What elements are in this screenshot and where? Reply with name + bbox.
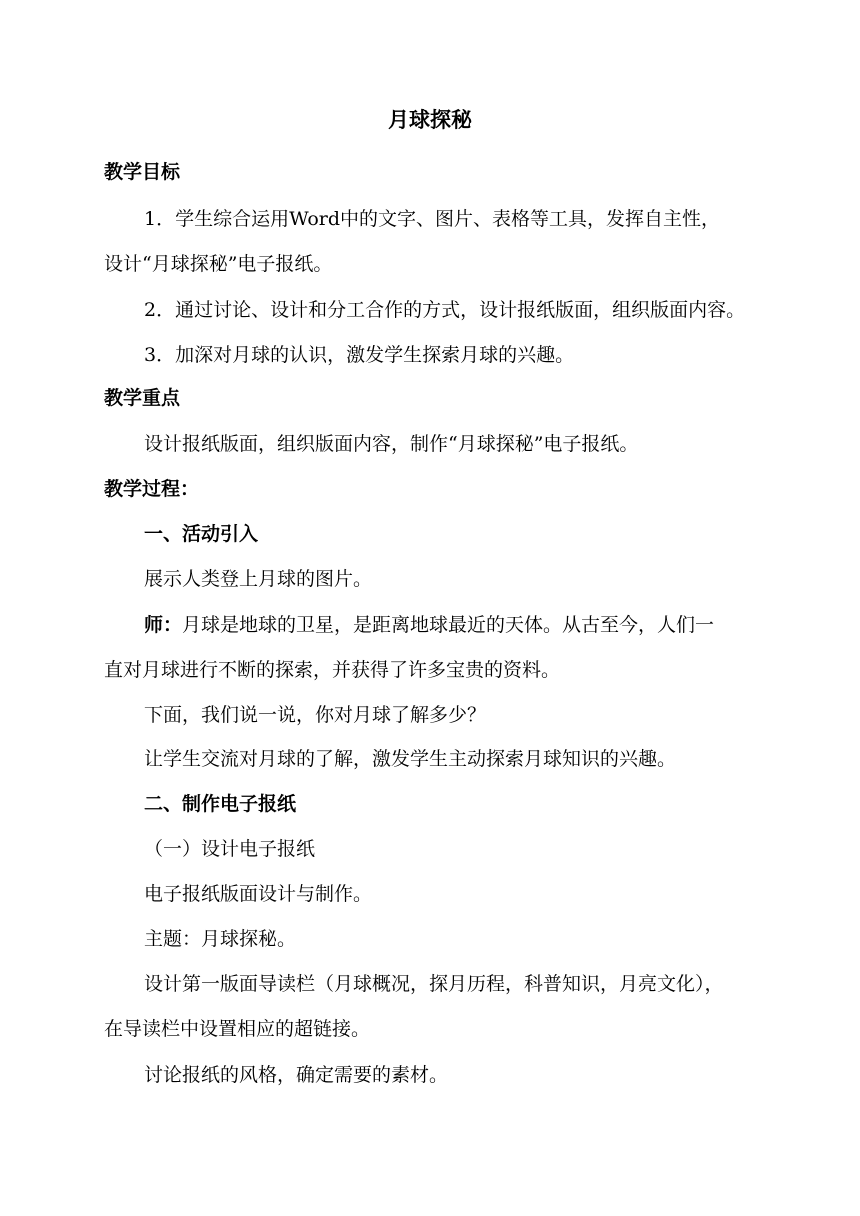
subsection-1-paragraph-3-line-2: 在导读栏中设置相应的超链接。 — [104, 1018, 371, 1040]
subsection-1-heading: （一）设计电子报纸 — [144, 838, 316, 860]
teacher-line-1 — [144, 613, 714, 637]
part-1-paragraph-1: 展示人类登上月球的图片。 — [144, 568, 373, 590]
part-1-paragraph-4: 让学生交流对月球的了解，激发学生主动探索月球知识的兴趣。 — [144, 748, 677, 770]
teacher-line-2: 直对月球进行不断的探索，并获得了许多宝贵的资料。 — [104, 659, 561, 681]
teacher-label: 师： — [144, 614, 183, 636]
subsection-1-paragraph-1: 电子报纸版面设计与制作。 — [144, 883, 373, 905]
part-2-heading: 二、制作电子报纸 — [144, 793, 297, 815]
objectives-heading: 教学目标 — [104, 161, 181, 183]
subsection-1-paragraph-2: 主题：月球探秘。 — [144, 928, 297, 950]
subsection-1-paragraph-4: 讨论报纸的风格，确定需要的素材。 — [144, 1064, 449, 1086]
objective-2: 2．通过讨论、设计和分工合作的方式，设计报纸版面，组织版面内容。 — [144, 299, 746, 321]
objective-1-line-2: 设计“月球探秘”电子报纸。 — [104, 253, 333, 275]
subsection-1-paragraph-3-line-1: 设计第一版面导读栏（月球概况，探月历程，科普知识，月亮文化）， — [144, 973, 724, 995]
part-1-heading: 一、活动引入 — [144, 523, 259, 545]
objective-1-line-1: 1．学生综合运用Word中的文字、图片、表格等工具，发挥自主性， — [144, 208, 721, 230]
focus-text: 设计报纸版面，组织版面内容，制作“月球探秘”电子报纸。 — [144, 433, 639, 455]
objective-3: 3．加深对月球的认识，激发学生探索月球的兴趣。 — [144, 344, 575, 366]
part-1-paragraph-3: 下面，我们说一说，你对月球了解多少？ — [144, 704, 487, 726]
page-title: 月球探秘 — [388, 108, 472, 132]
process-heading: 教学过程： — [104, 478, 200, 500]
teacher-text-1: 月球是地球的卫星，是距离地球最近的天体。从古至今，人们一 — [182, 614, 715, 636]
focus-heading: 教学重点 — [104, 387, 181, 409]
